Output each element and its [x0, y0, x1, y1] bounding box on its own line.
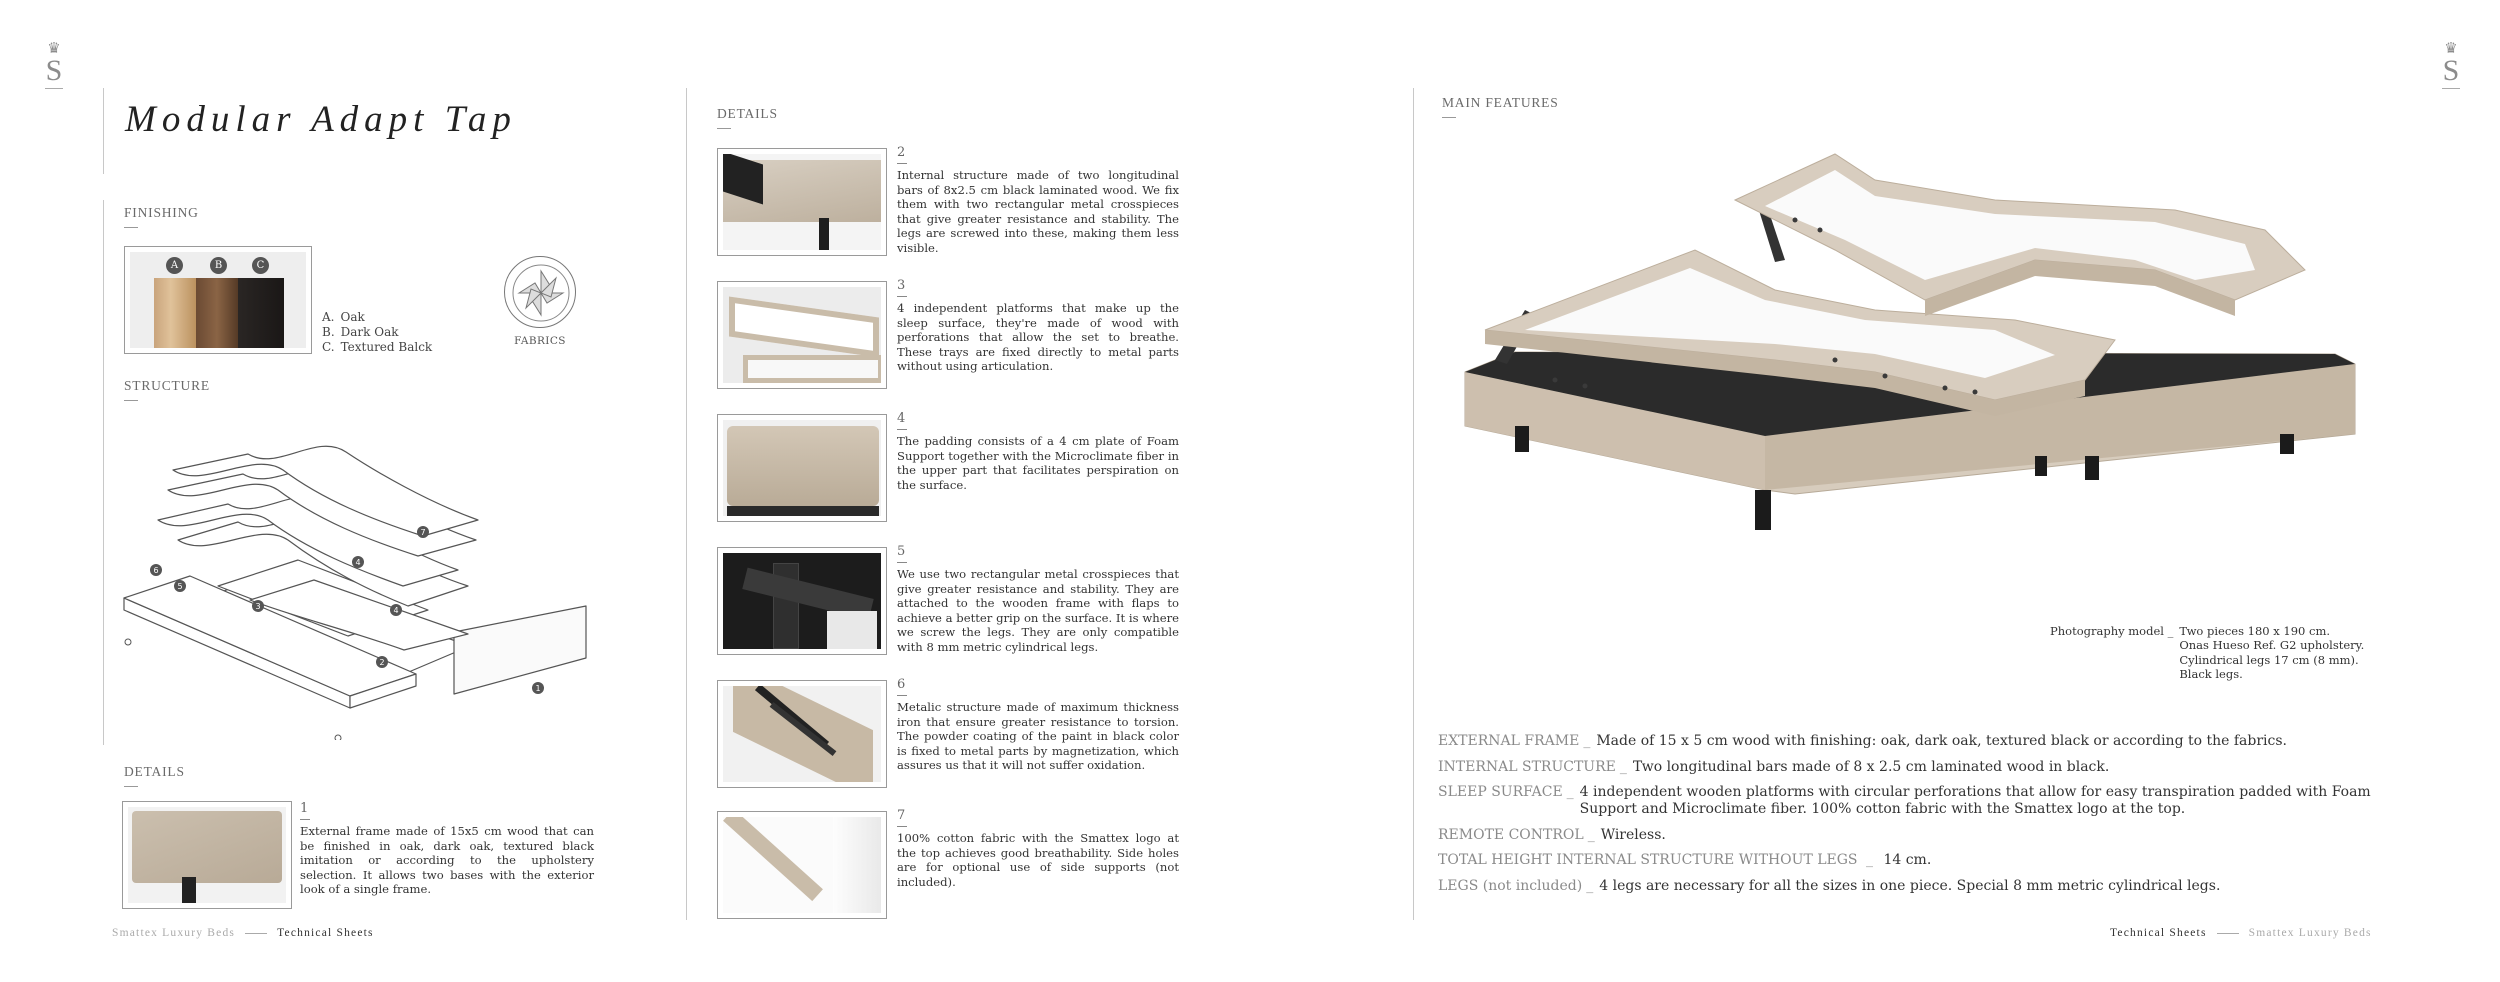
feature-specs: [1438, 733, 2418, 903]
finishing-option: C. Textured Balck: [322, 340, 433, 354]
callout-4b: 4: [393, 606, 399, 615]
detail-image-7: [717, 811, 887, 919]
caption-line: Onas Hueso Ref. G2 upholstery.: [2179, 638, 2365, 653]
bed-product-photo: [1455, 140, 2375, 630]
brand-logo-right: [2436, 42, 2466, 89]
fabrics-badge: [503, 256, 577, 347]
column-divider: [686, 88, 687, 920]
detail-number-7: 7: [897, 808, 907, 827]
spec-row: REMOTE CONTROL _ Wireless.: [1438, 826, 1666, 843]
detail-text-5: We use two rectangular metal crosspieces that give greater resistance and stability. They are attached to the wooden frame with flaps to achieve a better grip on the surface. It is where we screw the legs. They are only compatible with 8 mm metric cylindrical legs.: [897, 567, 1179, 654]
swatch-badge-a: A: [166, 257, 183, 274]
spec-label: EXTERNAL FRAME: [1438, 733, 1580, 749]
spec-label: INTERNAL STRUCTURE: [1438, 758, 1616, 775]
footer-section: Technical Sheets: [2110, 927, 2207, 939]
footer-section: Technical Sheets: [277, 927, 374, 939]
spec-row: EXTERNAL FRAME _ Made of 15 x 5 cm wood with finishing: oak, dark oak, textured black or according to the fabrics.: [1438, 733, 2288, 749]
detail-image-2: [717, 148, 887, 256]
caption-label: Photography model _: [2050, 624, 2174, 638]
detail-number-4: 4: [897, 411, 907, 430]
spec-row: LEGS (not included) _ 4 legs are necessary for all the sizes in one piece. Special 8 mm metric cylindrical legs.: [1438, 877, 2221, 894]
fabrics-label: FABRICS: [514, 335, 566, 347]
detail-image-1: [122, 801, 292, 909]
detail-image-3: [717, 281, 887, 389]
spec-value: Two longitudinal bars made of 8 x 2.5 cm laminated wood in black.: [1632, 758, 2110, 775]
spec-row: TOTAL HEIGHT INTERNAL STRUCTURE WITHOUT LEGS _ 14 cm.: [1438, 852, 1932, 868]
finishing-heading: FINISHING: [124, 205, 199, 228]
column-divider: [103, 88, 104, 174]
fabric-icon: [504, 256, 576, 328]
detail-number-3: 3: [897, 278, 907, 297]
brand-logo-left: [39, 42, 69, 89]
detail-text-6: Metalic structure made of maximum thickness iron that ensure greater resistance to torsion. The powder coating of the paint in black color is fixed to metal parts by magnetization, which assures us that it will not suffer oxidation.: [897, 700, 1179, 773]
finishing-option: B. Dark Oak: [322, 325, 399, 339]
detail-text-7: 100% cotton fabric with the Smattex logo at the top achieves good breathability. Side holes are for optional use of side supports (not included).: [897, 831, 1179, 889]
detail-number-5: 5: [897, 544, 907, 563]
column-divider: [103, 200, 104, 745]
brand-letter: S: [2442, 54, 2460, 87]
detail-text-1: External frame made of 15x5 cm wood that can be finished in oak, dark oak, textured black imitation or according to the upholstery selection. It allows two bases with the exterior look of a single frame.: [300, 824, 594, 897]
caption-line: Cylindrical legs 17 cm (8 mm).: [2179, 652, 2359, 667]
callout-1: 1: [535, 684, 541, 693]
photo-caption: [2050, 624, 2364, 682]
spec-value: 4 legs are necessary for all the sizes in one piece. Special 8 mm metric cylindrical legs.: [1599, 877, 2221, 894]
detail-image-4: [717, 414, 887, 522]
spec-value: Made of 15 x 5 cm wood with finishing: oak, dark oak, textured black or according to the fabrics.: [1596, 733, 2288, 749]
spec-value: 4 independent wooden platforms with circular perforations that allow for easy transpiration padded with Foam Support and Microclimate fiber. 100% cotton fabric with the Smattex logo at the top.: [1579, 784, 2371, 817]
callout-5: 5: [177, 582, 183, 591]
footer-left: [112, 927, 374, 939]
detail-number-1: 1: [300, 801, 310, 820]
detail-text-2: Internal structure made of two longitudinal bars of 8x2.5 cm black laminated wood. We fix them with two rectangular metal crosspieces that give greater resistance and stability. The legs are screwed into these, making them less visible.: [897, 168, 1179, 255]
detail-number-6: 6: [897, 677, 907, 696]
detail-image-6: [717, 680, 887, 788]
spec-value: 14 cm.: [1883, 852, 1932, 868]
caption-line: Two pieces 180 x 190 cm.: [2179, 624, 2331, 638]
structure-heading: STRUCTURE: [124, 378, 210, 401]
spec-value: Wireless.: [1600, 826, 1666, 843]
caption-line: Black legs.: [2179, 667, 2243, 682]
callout-6: 6: [153, 566, 159, 575]
callout-4: 4: [355, 558, 361, 567]
swatch-badge-b: B: [210, 257, 227, 274]
details-heading-left: DETAILS: [124, 764, 185, 787]
page-title: Modular Adapt Tap: [125, 99, 517, 140]
callout-3: 3: [255, 602, 261, 611]
spec-row: INTERNAL STRUCTURE _ Two longitudinal bars made of 8 x 2.5 cm laminated wood in black.: [1438, 758, 2110, 775]
detail-text-3: 4 independent platforms that make up the sleep surface, they're made of wood with perforations that allow the set to breathe. These trays are fixed directly to metal parts without using articulation.: [897, 301, 1179, 374]
exploded-structure-diagram: [118, 410, 598, 740]
detail-text-4: The padding consists of a 4 cm plate of Foam Support together with the Microclimate fiber in the upper part that facilitates perspiration on the surface.: [897, 434, 1179, 492]
footer-brand: Smattex Luxury Beds: [112, 927, 236, 939]
spec-label: LEGS (not included): [1438, 877, 1583, 894]
spec-label: REMOTE CONTROL: [1438, 826, 1584, 843]
swatch-badge-c: C: [252, 257, 269, 274]
spec-label: TOTAL HEIGHT INTERNAL STRUCTURE WITHOUT LEGS: [1438, 852, 1858, 868]
callout-7: 7: [420, 528, 426, 537]
footer-brand: Smattex Luxury Beds: [2248, 927, 2372, 939]
finishing-swatch-image: [124, 246, 312, 354]
main-features-heading: MAIN FEATURES: [1442, 95, 1559, 118]
detail-number-2: 2: [897, 145, 907, 164]
column-divider: [1413, 88, 1414, 920]
spec-label: SLEEP SURFACE: [1438, 784, 1563, 800]
crown-icon: ♛: [2444, 41, 2458, 57]
crown-icon: ♛: [47, 41, 61, 57]
finishing-options: [322, 310, 432, 355]
footer-right: [2110, 927, 2372, 939]
details-heading: DETAILS: [717, 106, 778, 129]
finishing-option: A. Oak: [322, 310, 365, 324]
brand-letter: S: [45, 54, 63, 87]
spec-row: SLEEP SURFACE _ 4 independent wooden platforms with circular perforations that allow for easy transpiration padded with Foam Support and Microclimate fiber. 100% cotton fabric with the Smattex logo at the top.: [1438, 784, 2418, 818]
callout-2: 2: [379, 658, 385, 667]
detail-image-5: [717, 547, 887, 655]
